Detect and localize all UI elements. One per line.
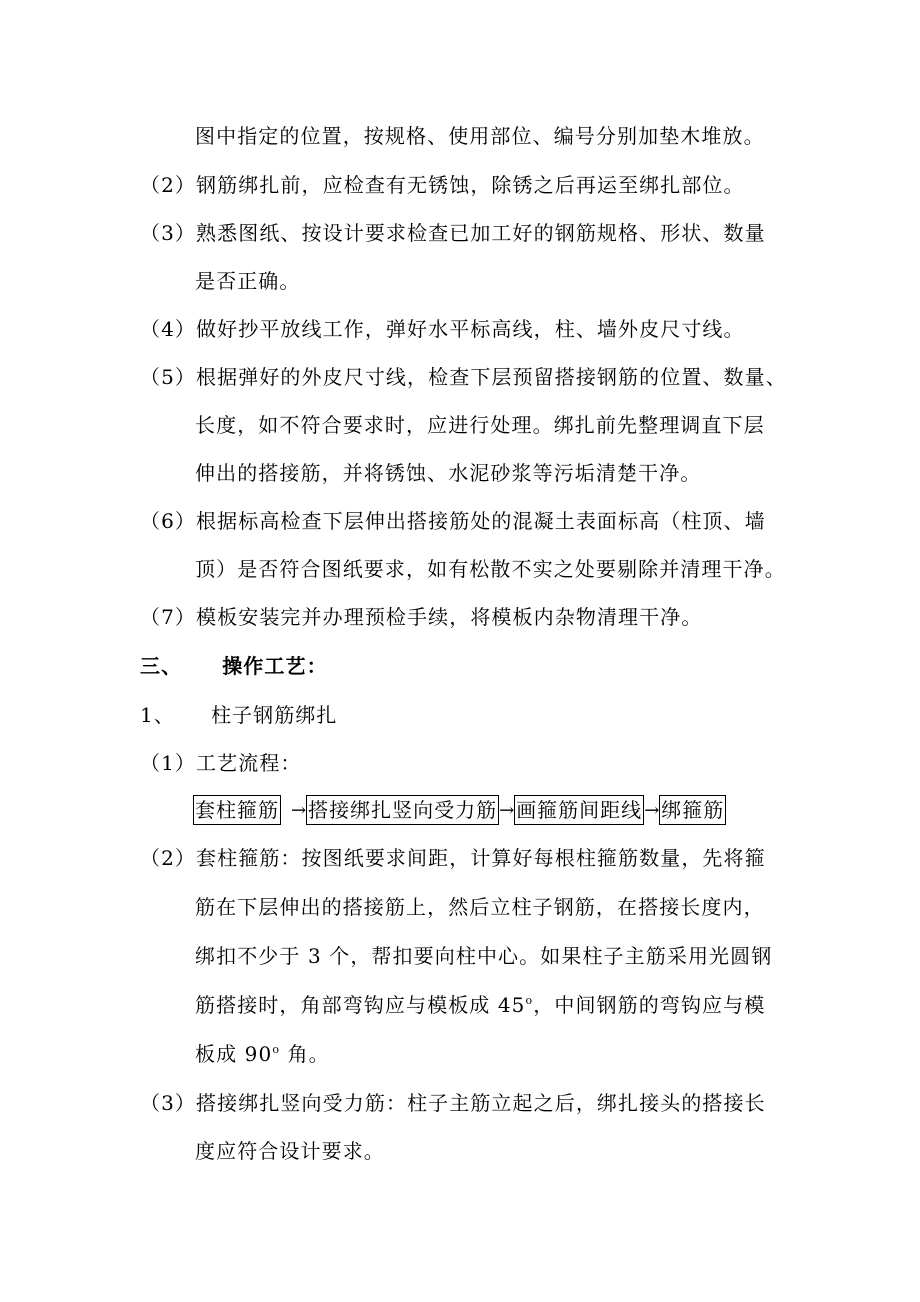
text-line: （7）模板安装完并办理预检手续，将模板内杂物清理干净。 [140, 605, 703, 629]
text-line: （2）套柱箍筋：按图纸要求间距，计算好每根柱箍筋数量，先将箍 [140, 846, 766, 870]
degree-mark: o [525, 994, 534, 1007]
text-line: 度应符合设计要求。 [195, 1139, 385, 1163]
section-number: 三、 [140, 654, 183, 678]
text-line: 筋在下层伸出的搭接筋上，然后立柱子钢筋，在搭接长度内， [195, 895, 765, 919]
flow-step-1: 套柱箍筋 [193, 795, 281, 825]
flow-label: （1）工艺流程： [140, 751, 302, 775]
subsection-number: 1、 [140, 703, 175, 727]
text-segment: 角。 [280, 1042, 330, 1066]
text-line: （2）钢筋绑扎前，应检查有无锈蚀，除锈之后再运至绑扎部位。 [140, 173, 745, 197]
arrow-icon: → [291, 799, 307, 821]
text-line: 长度，如不符合要求时，应进行处理。绑扎前先整理调直下层 [195, 413, 765, 437]
arrow-icon: → [644, 799, 660, 821]
arrow-icon: → [499, 799, 515, 821]
section-heading [140, 651, 328, 681]
text-line [195, 990, 765, 1020]
text-line: （3）熟悉图纸、按设计要求检查已加工好的钢筋规格、形状、数量 [140, 221, 766, 245]
text-segment: 筋搭接时，角部弯钩应与模板成 45 [195, 993, 526, 1017]
flow-step-4: 绑箍筋 [659, 795, 726, 825]
text-line: 伸出的搭接筋，并将锈蚀、水泥砂浆等污垢清楚干净。 [195, 461, 702, 485]
subsection-title: 柱子钢筋绑扎 [210, 703, 338, 727]
flow-step-2: 搭接绑扎竖向受力筋 [306, 795, 499, 825]
subsection-heading [140, 700, 338, 730]
text-line: 是否正确。 [195, 269, 301, 293]
section-title: 操作工艺： [222, 654, 328, 678]
text-line: 绑扣不少于 3 个，帮扣要向柱中心。如果柱子主筋采用光圆钢 [195, 944, 773, 968]
text-line: （5）根据弹好的外皮尺寸线，检查下层预留搭接钢筋的位置、数量、 [140, 365, 787, 389]
text-line: 顶）是否符合图纸要求，如有松散不实之处要剔除并清理干净。 [195, 557, 786, 581]
flow-step-3: 画箍筋间距线 [514, 795, 644, 825]
degree-mark: o [272, 1043, 281, 1056]
text-segment: ，中间钢筋的弯钩应与模 [533, 993, 766, 1017]
text-segment: 板成 90 [195, 1042, 273, 1066]
text-line: 图中指定的位置，按规格、使用部位、编号分别加垫木堆放。 [195, 124, 765, 148]
text-line: （4）做好抄平放线工作，弹好水平标高线，柱、墙外皮尺寸线。 [140, 317, 745, 341]
text-line [195, 1039, 330, 1069]
text-line: （6）根据标高检查下层伸出搭接筋处的混凝土表面标高（柱顶、墙 [140, 509, 766, 533]
process-flow [193, 794, 726, 826]
text-line: （3）搭接绑扎竖向受力筋：柱子主筋立起之后，绑扎接头的搭接长 [140, 1091, 766, 1115]
